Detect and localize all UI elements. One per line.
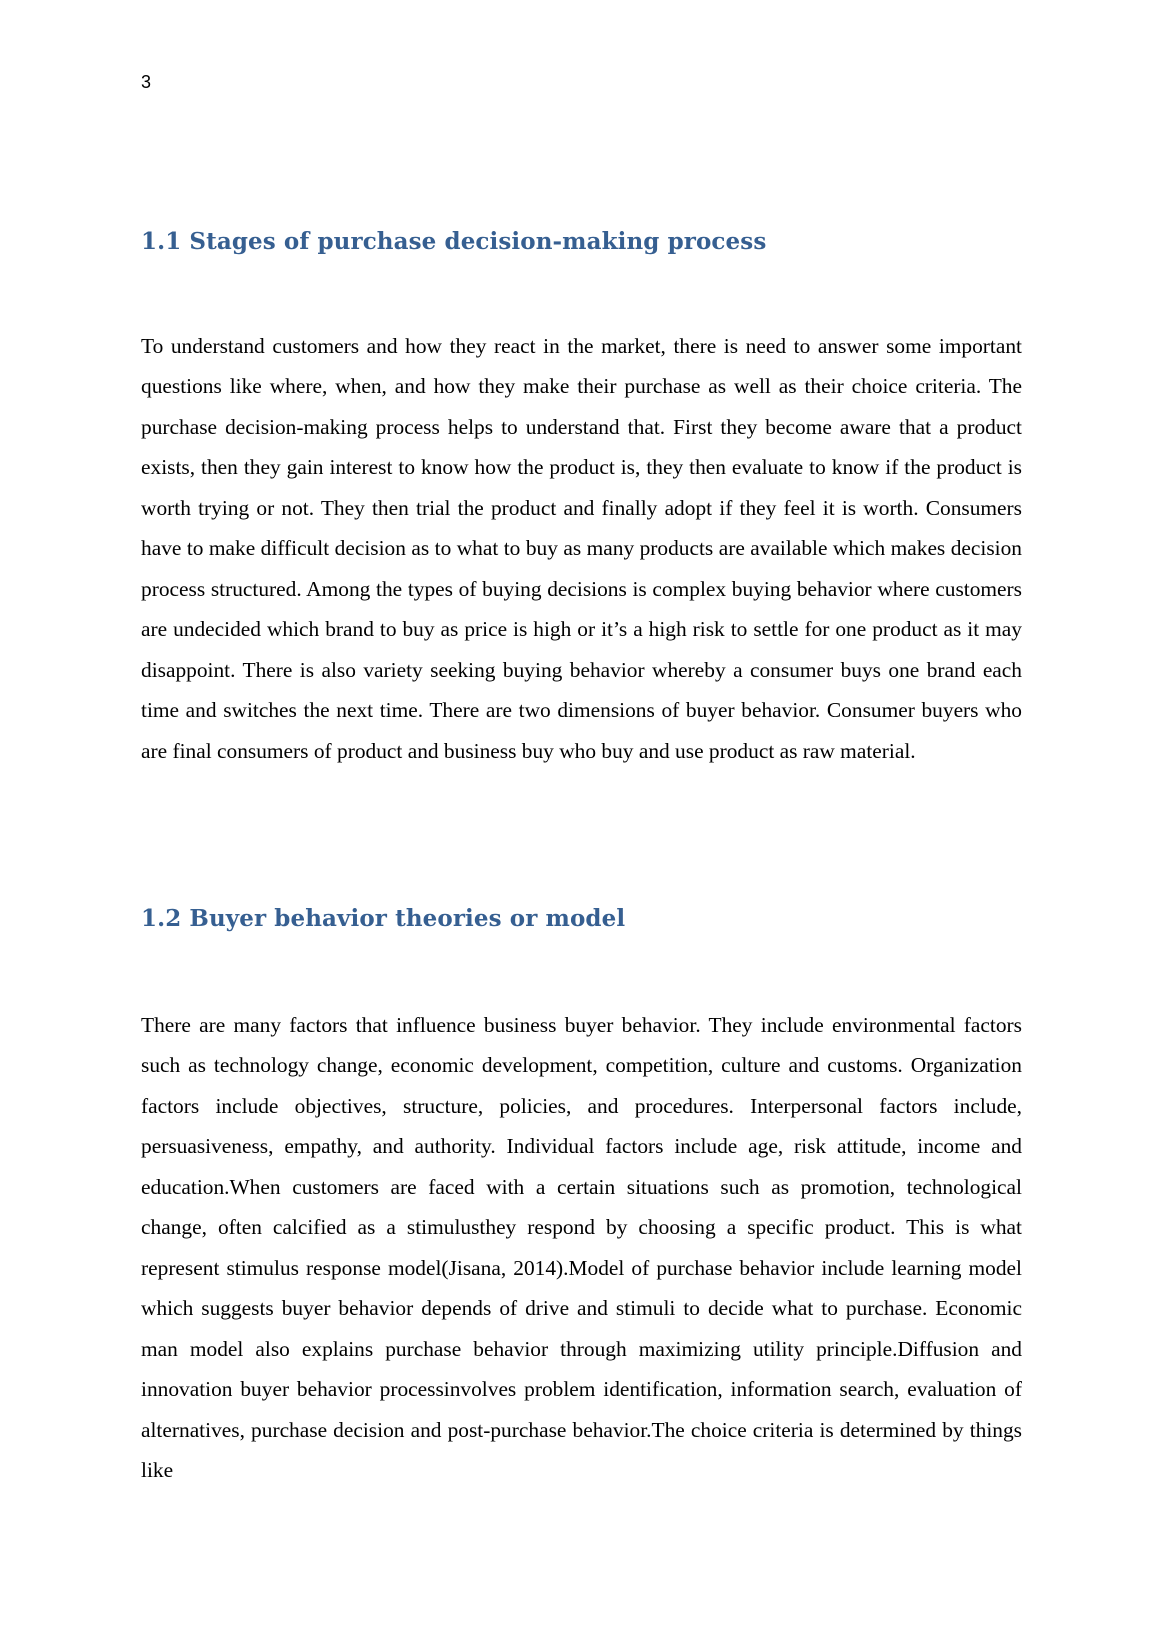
section-heading-stages: 1.1 Stages of purchase decision-making process — [141, 228, 767, 255]
section-body-stages: To understand customers and how they react in the market, there is need to answer some important questions like where, when, and how they make their purchase as well as their choice criteria. The purchase decision-making process helps to understand that. First they become aware that a product exists, then they gain interest to know how the product is, they then evaluate to know if the product is worth trying or not. They then trial the product and finally adopt if they feel it is worth. Consumers have to make difficult decision as to what to buy as many products are available which makes decision process structured. Among the types of buying decisions is complex buying behavior where customers are undecided which brand to buy as price is high or it’s a high risk to settle for one product as it may disappoint. There is also variety seeking buying behavior whereby a consumer buys one brand each time and switches the next time. There are two dimensions of buyer behavior. Consumer buyers who are final consumers of product and business buy who buy and use product as raw material. — [141, 334, 1022, 763]
section-heading-buyer-behavior: 1.2 Buyer behavior theories or model — [141, 905, 626, 932]
page-number: 3 — [141, 72, 152, 92]
section-body-buyer-behavior: There are many factors that influence business buyer behavior. They include environmental factors such as technology change, economic development, competition, culture and customs. Organization factors include objectives, structure, policies, and procedures. Interpersonal factors include, persuasiveness, empathy, and authority. Individual factors include age, risk attitude, income and education.When customers are faced with a certain situations such as promotion, technological change, often calcified as a stimulusthey respond by choosing a specific product. This is what represent stimulus response model(Jisana, 2014).Model of purchase behavior include learning model which suggests buyer behavior depends of drive and stimuli to decide what to purchase. Economic man model also explains purchase behavior through maximizing utility principle.Diffusion and innovation buyer behavior processinvolves problem identification, information search, evaluation of alternatives, purchase decision and post-purchase behavior.The choice criteria is determined by things like — [141, 1013, 1022, 1482]
